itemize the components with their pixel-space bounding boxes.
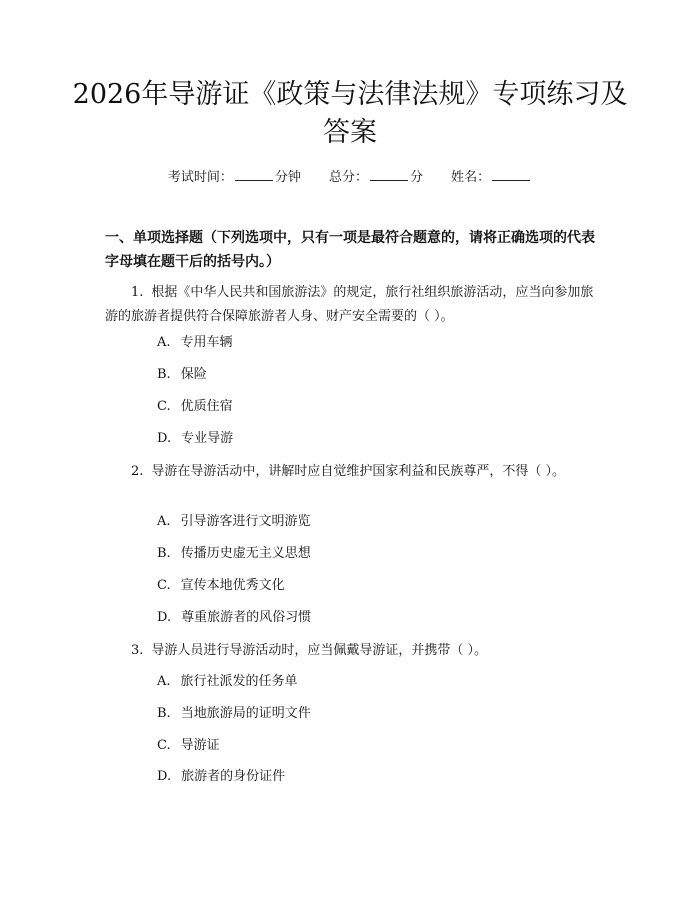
question-3 — [105, 639, 603, 663]
question-2-option-c — [157, 576, 285, 596]
name-blank — [492, 168, 530, 181]
option-text: 专用车辆 — [180, 335, 233, 350]
option-text: 宣传本地优秀文化 — [180, 578, 285, 593]
question-2-option-a — [157, 512, 311, 532]
option-letter: B. — [157, 706, 171, 721]
question-text: 导游人员进行导游活动时，应当佩戴导游证，并携带（ ）。 — [151, 643, 488, 658]
option-text: 保险 — [180, 367, 207, 382]
option-letter: B. — [157, 367, 171, 382]
option-letter: C. — [157, 738, 171, 753]
score-label: 总分： — [328, 170, 368, 185]
exam-info-line — [0, 168, 700, 188]
score-blank — [370, 168, 408, 181]
option-letter: B. — [157, 546, 171, 561]
question-number: 1. — [131, 285, 144, 300]
question-1-option-c — [157, 397, 233, 417]
question-number: 3. — [131, 643, 144, 658]
option-text: 旅游者的身份证件 — [181, 769, 286, 784]
option-letter: C. — [157, 399, 171, 414]
option-text: 旅行社派发的任务单 — [180, 674, 298, 689]
question-2-option-b — [157, 544, 311, 564]
question-1-option-b — [157, 365, 207, 385]
question-number: 2. — [131, 464, 144, 479]
option-letter: C. — [157, 578, 171, 593]
exam-time-blank — [235, 168, 273, 181]
question-text: 导游在导游活动中，讲解时应自觉维护国家利益和民族尊严，不得（ ）。 — [151, 464, 566, 479]
exam-time-field — [168, 170, 305, 185]
option-letter: A. — [157, 514, 171, 529]
question-1-option-a — [157, 333, 233, 353]
option-text: 引导游客进行文明游览 — [180, 514, 311, 529]
option-letter: D. — [157, 610, 172, 625]
option-letter: A. — [157, 335, 171, 350]
question-2-option-d — [157, 608, 311, 628]
question-text: 根据《中华人民共和国旅游法》的规定，旅行社组织旅游活动，应当向参加旅游的旅游者提供符合保障旅游者人身、财产安全需要的（ ）。 — [105, 285, 594, 324]
option-text: 导游证 — [180, 738, 220, 753]
question-1-option-d — [157, 429, 233, 449]
name-field — [451, 170, 532, 185]
question-3-option-c — [157, 736, 220, 756]
section-heading: 一、单项选择题（下列选项中，只有一项是最符合题意的，请将正确选项的代表字母填在题干后的括号内。） — [105, 230, 595, 270]
question-1 — [105, 281, 603, 329]
option-text: 传播历史虚无主义思想 — [180, 546, 311, 561]
name-label: 姓名： — [451, 170, 491, 185]
option-text: 专业导游 — [181, 431, 234, 446]
question-3-option-a — [157, 672, 298, 692]
option-letter: D. — [157, 431, 172, 446]
question-2 — [105, 460, 603, 484]
option-text: 尊重旅游者的风俗习惯 — [181, 610, 312, 625]
exam-time-label: 考试时间： — [167, 170, 233, 185]
score-unit: 分 — [410, 170, 424, 185]
score-field — [329, 170, 427, 185]
exam-time-unit: 分钟 — [274, 170, 301, 185]
option-letter: A. — [157, 674, 171, 689]
option-text: 优质住宿 — [180, 399, 233, 414]
option-text: 当地旅游局的证明文件 — [180, 706, 311, 721]
document-title: 2026年导游证《政策与法律法规》专项练习及答案 — [72, 79, 628, 148]
option-letter: D. — [157, 769, 172, 784]
question-3-option-d — [157, 767, 285, 787]
question-3-option-b — [157, 704, 311, 724]
